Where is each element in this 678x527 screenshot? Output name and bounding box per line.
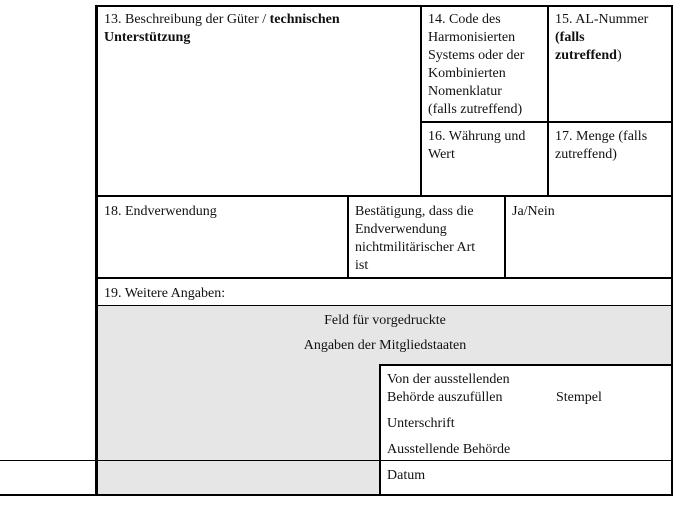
signature-label: Unterschrift bbox=[387, 416, 455, 431]
field-17-line: 17. Menge (falls bbox=[555, 129, 648, 144]
field-14-line: Harmonisierten bbox=[428, 30, 516, 45]
stamp-label: Stempel bbox=[556, 390, 602, 405]
divider-v-18-confirm bbox=[347, 195, 349, 279]
confirmation-line: Endverwendung bbox=[355, 222, 447, 237]
field-14-line: 14. Code des bbox=[428, 12, 501, 27]
field-17-quantity bbox=[555, 128, 670, 164]
field-16-line: 16. Währung und bbox=[428, 129, 526, 144]
field-19-additional-info-label: 19. Weitere Angaben: bbox=[104, 286, 226, 301]
top-border bbox=[95, 5, 673, 7]
yes-no-label: Ja/Nein bbox=[512, 204, 555, 219]
field-13-goods-description bbox=[104, 11, 414, 47]
field-16-line: Wert bbox=[428, 147, 455, 162]
divider-v-confirm-yesno bbox=[504, 195, 506, 279]
thick-left-border bbox=[95, 5, 98, 496]
field-14-line: Nomenklatur bbox=[428, 84, 502, 99]
confirmation-line: ist bbox=[355, 258, 369, 273]
confirmation-line: nichtmilitärischer Art bbox=[355, 240, 476, 255]
field-14-hs-code bbox=[428, 11, 546, 119]
field-15-al-number bbox=[555, 11, 670, 65]
lower-left-shaded-area bbox=[97, 364, 380, 495]
field-14-line: Kombinierten bbox=[428, 66, 506, 81]
field-14-line: (falls zutreffend) bbox=[428, 102, 523, 117]
non-military-confirmation bbox=[355, 203, 503, 275]
divider-v-14-15 bbox=[547, 5, 549, 197]
divider-h-preprint-top bbox=[95, 305, 673, 306]
field-17-line: zutreffend) bbox=[555, 147, 617, 162]
preprint-line-2: Angaben der Mitgliedstaaten bbox=[303, 338, 467, 353]
preprint-line-1: Feld für vorgedruckte bbox=[324, 313, 446, 328]
field-15-label: 15. AL-Nummer bbox=[555, 12, 649, 27]
divider-h-row-19 bbox=[95, 277, 673, 279]
field-16-currency-value bbox=[428, 128, 546, 164]
divider-v-authority-left bbox=[379, 364, 381, 496]
field-15-qualifier-2: zutreffend) bbox=[555, 48, 622, 63]
divider-h-authority-top bbox=[380, 364, 673, 366]
right-border bbox=[671, 5, 673, 496]
field-13-label: 13. Beschreibung der Güter / technischen Unterstützung bbox=[104, 12, 340, 45]
issuing-authority-label: Ausstellende Behörde bbox=[387, 442, 511, 457]
divider-h-row-18 bbox=[95, 195, 673, 197]
field-14-line: Systems oder der bbox=[428, 48, 525, 63]
divider-v-13-14 bbox=[420, 5, 422, 197]
field-18-end-use-label: 18. Endverwendung bbox=[104, 204, 217, 219]
bottom-border bbox=[0, 494, 673, 496]
divider-h-15-17 bbox=[420, 121, 673, 123]
confirmation-line: Bestätigung, dass die bbox=[355, 204, 474, 219]
field-15-qualifier: (falls bbox=[555, 30, 585, 45]
divider-h-date-top bbox=[0, 460, 673, 461]
date-label: Datum bbox=[387, 468, 426, 483]
field-13-label-bold: technischen Unterstützung bbox=[104, 12, 340, 45]
authority-fill-note: Von der ausstellenden Behörde auszufüllen bbox=[387, 372, 510, 405]
